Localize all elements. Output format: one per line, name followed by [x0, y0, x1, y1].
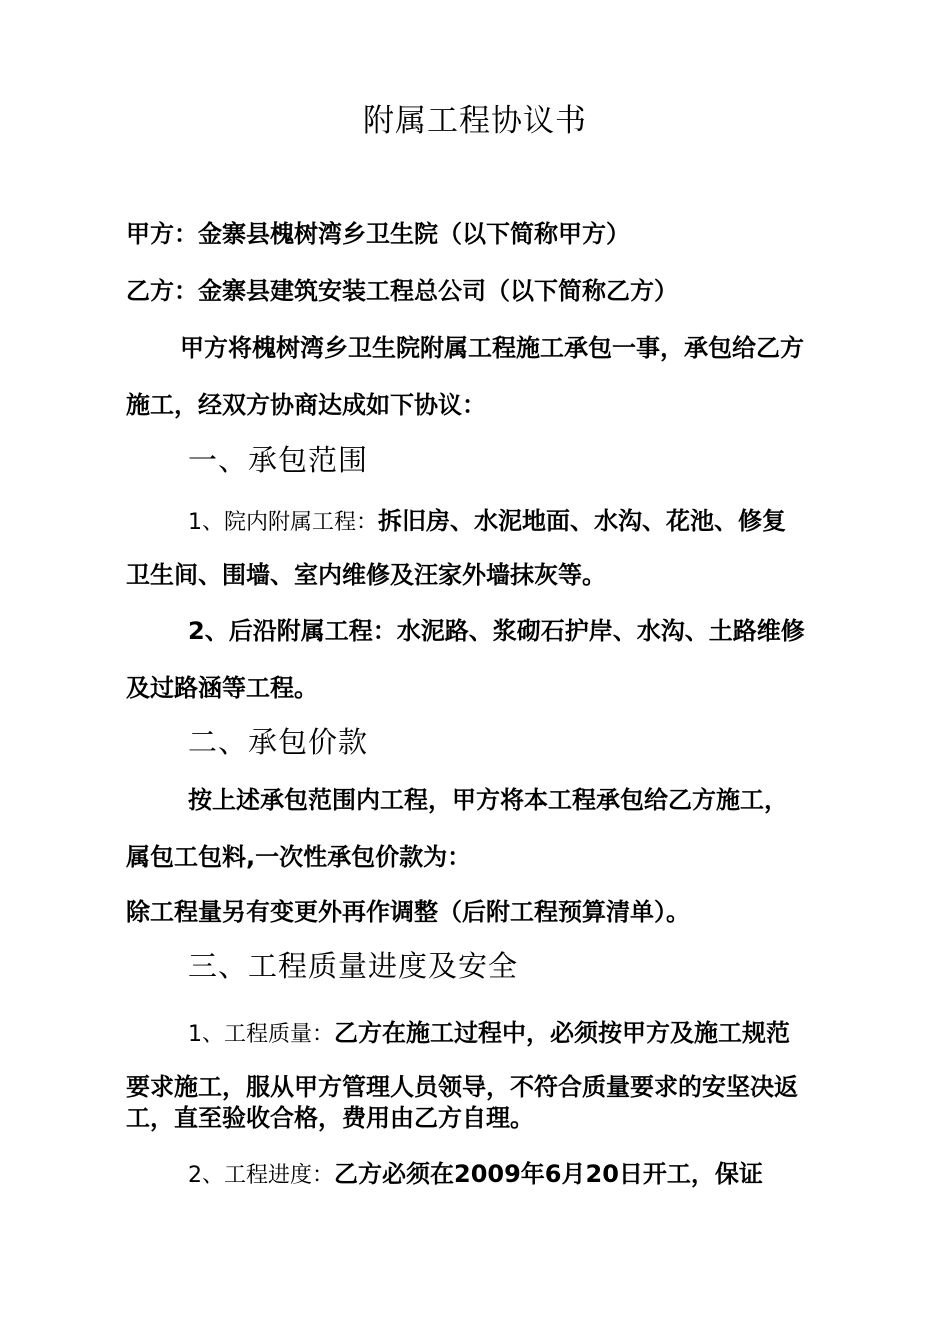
section-2-line-2: 属包工包料,一次性承包价款为：	[126, 843, 472, 871]
section-3-heading: 三、工程质量进度及安全	[188, 949, 519, 983]
section-1-item-1-label: 1、院内附属工程：	[188, 510, 378, 535]
section-3-item-2-text: 乙方必须在2009年6月20日开工，保证	[334, 1160, 763, 1188]
section-2-line-3: 除工程量另有变更外再作调整（后附工程预算清单）。	[126, 898, 690, 926]
intro-line-2: 施工，经双方协商达成如下协议：	[126, 391, 486, 419]
section-2-line-1: 按上述承包范围内工程，甲方将本工程承包给乙方施工，	[188, 786, 788, 814]
section-1-item-1-cont: 卫生间、围墙、室内维修及汪家外墙抹灰等。	[126, 561, 606, 589]
section-1-item-2-cont: 及过路涵等工程。	[126, 674, 318, 702]
section-1-item-1-text: 拆旧房、水泥地面、水沟、花池、修复	[378, 507, 786, 535]
section-3-item-1-text: 乙方在施工过程中，必须按甲方及施工规范	[334, 1019, 790, 1047]
section-3-item-1	[188, 1021, 790, 1046]
section-3-item-2	[188, 1162, 763, 1187]
section-3-item-1-cont-1: 要求施工，服从甲方管理人员领导，不符合质量要求的安坚决返	[126, 1073, 798, 1101]
section-2-heading: 二、承包价款	[188, 725, 369, 759]
section-3-item-1-cont-2: 工，直至验收合格，费用由乙方自理。	[126, 1104, 534, 1132]
intro-line-1: 甲方将槐树湾乡卫生院附属工程施工承包一事，承包给乙方	[180, 334, 804, 362]
section-3-item-1-label: 1、工程质量：	[188, 1022, 334, 1047]
section-3-item-2-label: 2、工程进度：	[188, 1163, 334, 1188]
party-a: 甲方：金寨县槐树湾乡卫生院（以下简称甲方）	[126, 220, 630, 248]
party-b: 乙方：金寨县建筑安装工程总公司（以下简称乙方）	[126, 277, 678, 305]
document-title: 附属工程协议书	[363, 103, 587, 139]
section-1-heading: 一、承包范围	[188, 443, 369, 477]
section-1-item-1	[188, 509, 786, 534]
section-1-item-2: 2、后沿附属工程：水泥路、浆砌石护岸、水沟、土路维修	[188, 617, 805, 645]
